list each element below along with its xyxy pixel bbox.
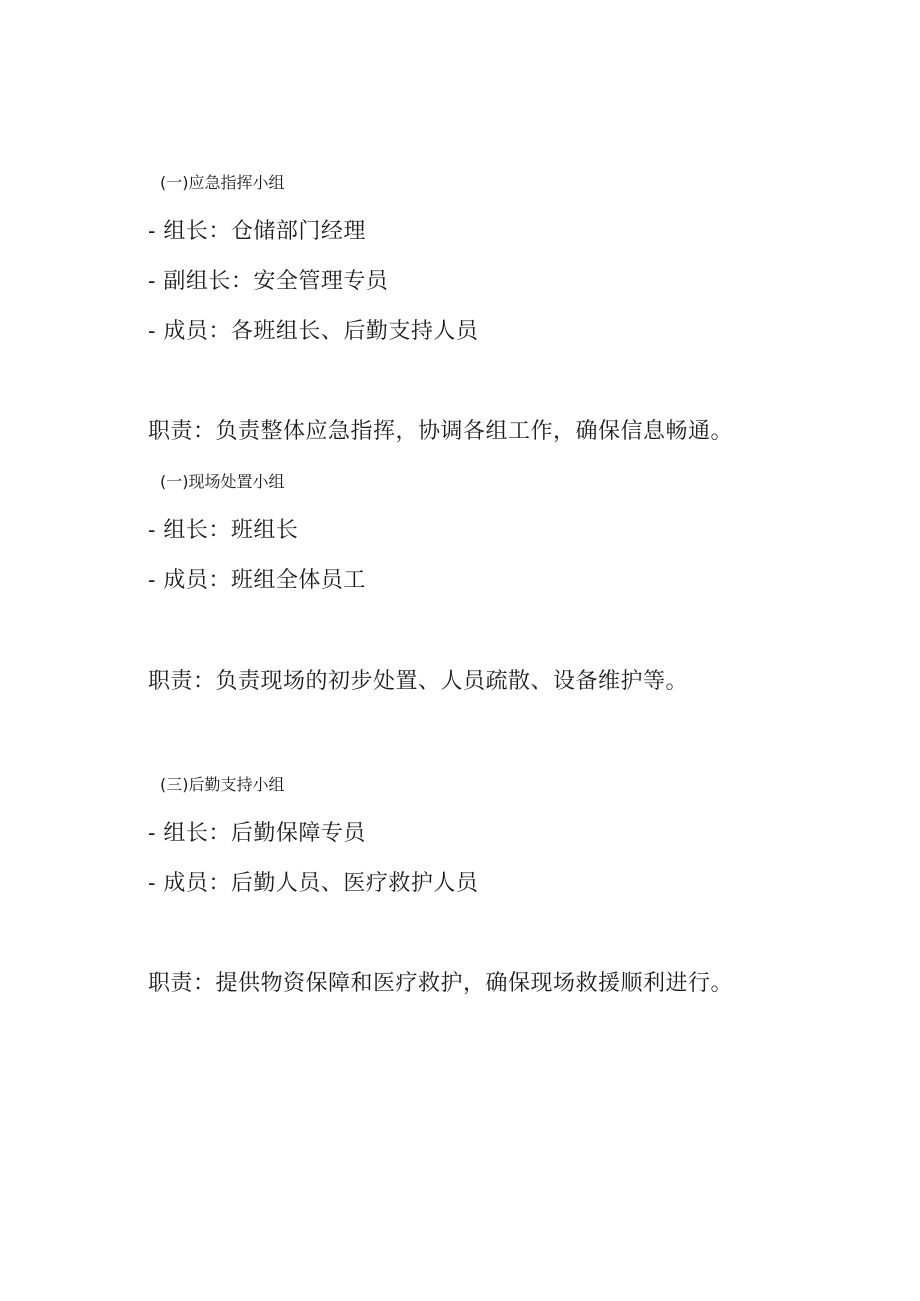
list-item: - 成员：后勤人员、医疗救护人员: [148, 871, 479, 896]
section-heading-logistics: (三)后勤支持小组: [160, 775, 285, 794]
list-item: - 组长：仓储部门经理: [148, 219, 366, 244]
section-duty-command: 职责：负责整体应急指挥，协调各组工作，确保信息畅通。: [148, 419, 734, 444]
section-duty-logistics: 职责：提供物资保障和医疗救护，确保现场救援顺利进行。: [148, 971, 734, 996]
list-item: - 成员：各班组长、后勤支持人员: [148, 319, 479, 344]
section-heading-onsite: (一)现场处置小组: [160, 472, 285, 491]
section-heading-command: (一)应急指挥小组: [160, 173, 285, 192]
section-duty-onsite: 职责：负责现场的初步处置、人员疏散、设备维护等。: [148, 669, 689, 694]
list-item: - 成员：班组全体员工: [148, 568, 366, 593]
list-item: - 组长：后勤保障专员: [148, 821, 366, 846]
list-item: - 组长：班组长: [148, 518, 299, 543]
list-item: - 副组长：安全管理专员: [148, 269, 389, 294]
